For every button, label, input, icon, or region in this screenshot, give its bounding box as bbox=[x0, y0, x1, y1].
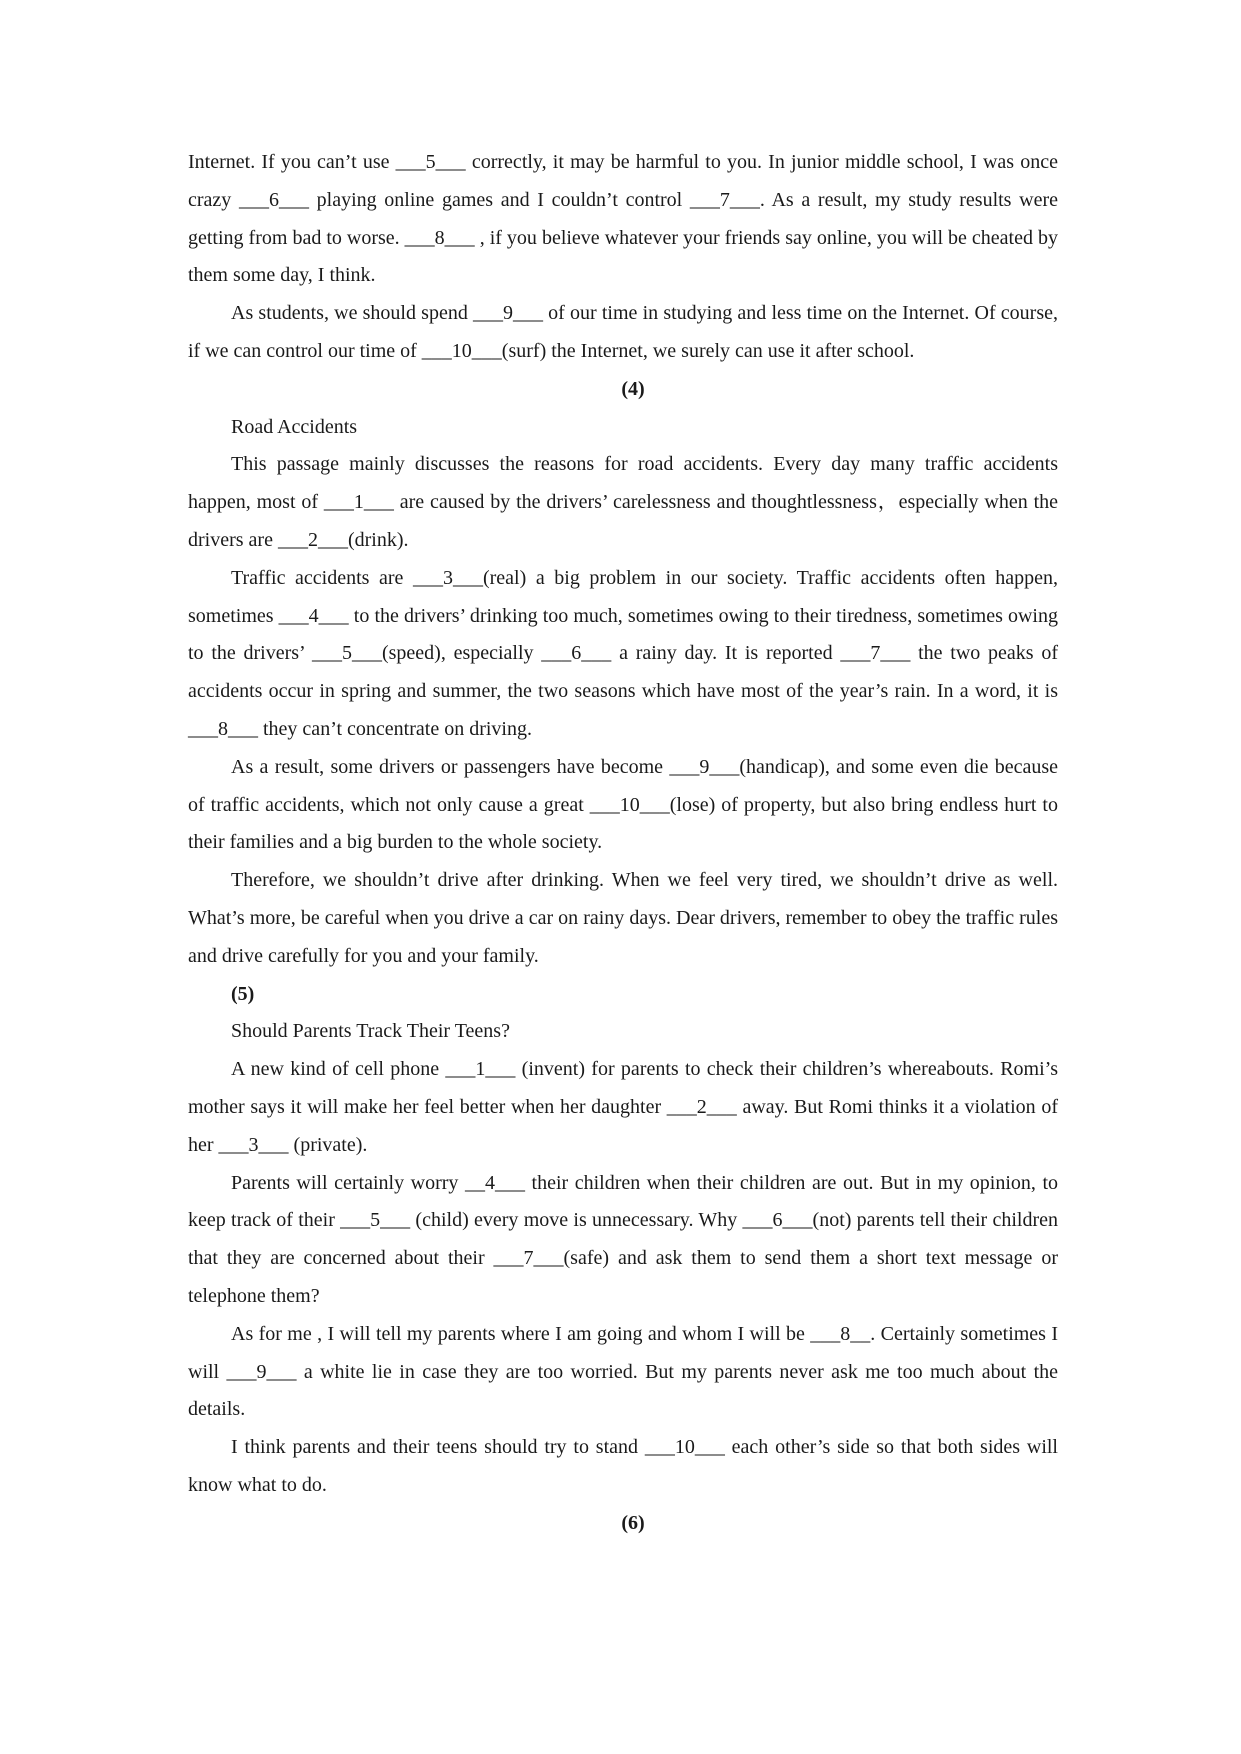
section-4-title: Road Accidents bbox=[231, 415, 358, 438]
section-4-number: (4) bbox=[621, 377, 645, 400]
paragraph-s5-3: As for me , I will tell my parents where I am going and whom I will be ___8__. Certainly sometimes I will ___9___ a white lie in case they are too worried. But my parents never ask me too much about the details. bbox=[188, 1322, 1058, 1421]
paragraph-s3-1: Internet. If you can’t use ___5___ correctly, it may be harmful to you. In junior middle school, I was once crazy ___6___ playing online games and I couldn’t control ___7___. As a result, my study results were getting from bad to worse. ___8___ , if you believe whatever your friends say online, you will be cheated by them some day, I think. bbox=[188, 151, 1058, 287]
paragraph-s4-3: As a result, some drivers or passengers have become ___9___(handicap), and some even die because of traffic accidents, which not only cause a great ___10___(lose) of property, but also bring endless hurt to their families and a big burden to the whole society. bbox=[188, 755, 1058, 854]
document-page bbox=[188, 144, 1058, 1542]
paragraph-s3-2: As students, we should spend ___9___ of our time in studying and less time on the Internet. Of course, if we can control our time of ___10___(surf) the Internet, we surely can use it after school. bbox=[188, 302, 1058, 362]
paragraph-s5-4: I think parents and their teens should try to stand ___10___ each other’s side so that both sides will know what to do. bbox=[188, 1436, 1058, 1496]
paragraph-s5-1: A new kind of cell phone ___1___ (invent) for parents to check their children’s whereabouts. Romi’s mother says it will make her feel better when her daughter ___2___ away. But Romi thinks it a violation of her ___3___ (private). bbox=[188, 1058, 1058, 1156]
paragraph-s5-2: Parents will certainly worry __4___ their children when their children are out. But in my opinion, to keep track of their ___5___ (child) every move is unnecessary. Why ___6___(not) parents tell their children that they are concerned about their ___7___(safe) and ask them to send them a short text message or telephone them? bbox=[188, 1171, 1058, 1307]
section-5-title: Should Parents Track Their Teens? bbox=[231, 1020, 510, 1043]
paragraph-s4-2: Traffic accidents are ___3___(real) a big problem in our society. Traffic accidents often happen, sometimes ___4___ to the drivers’ drinking too much, sometimes owing to their tiredness, sometimes owing to the drivers’ ___5___(speed), especially ___6___ a rainy day. It is reported ___7___ the two peaks of accidents occur in spring and summer, the two seasons which have most of the year’s rain. In a word, it is ___8___ they can’t concentrate on driving. bbox=[188, 566, 1058, 740]
paragraph-s4-4: Therefore, we shouldn’t drive after drinking. When we feel very tired, we shouldn’t drive as well. What’s more, be careful when you drive a car on rainy days. Dear drivers, remember to obey the traffic rules and drive carefully for you and your family. bbox=[188, 869, 1058, 967]
paragraph-s4-1: This passage mainly discusses the reasons for road accidents. Every day many traffic accidents happen, most of ___1___ are caused by the drivers’ carelessness and thoughtlessness，especially when the drivers are ___2___(drink). bbox=[188, 453, 1058, 551]
section-6-number: (6) bbox=[621, 1511, 645, 1534]
section-5-number: (5) bbox=[231, 982, 255, 1005]
